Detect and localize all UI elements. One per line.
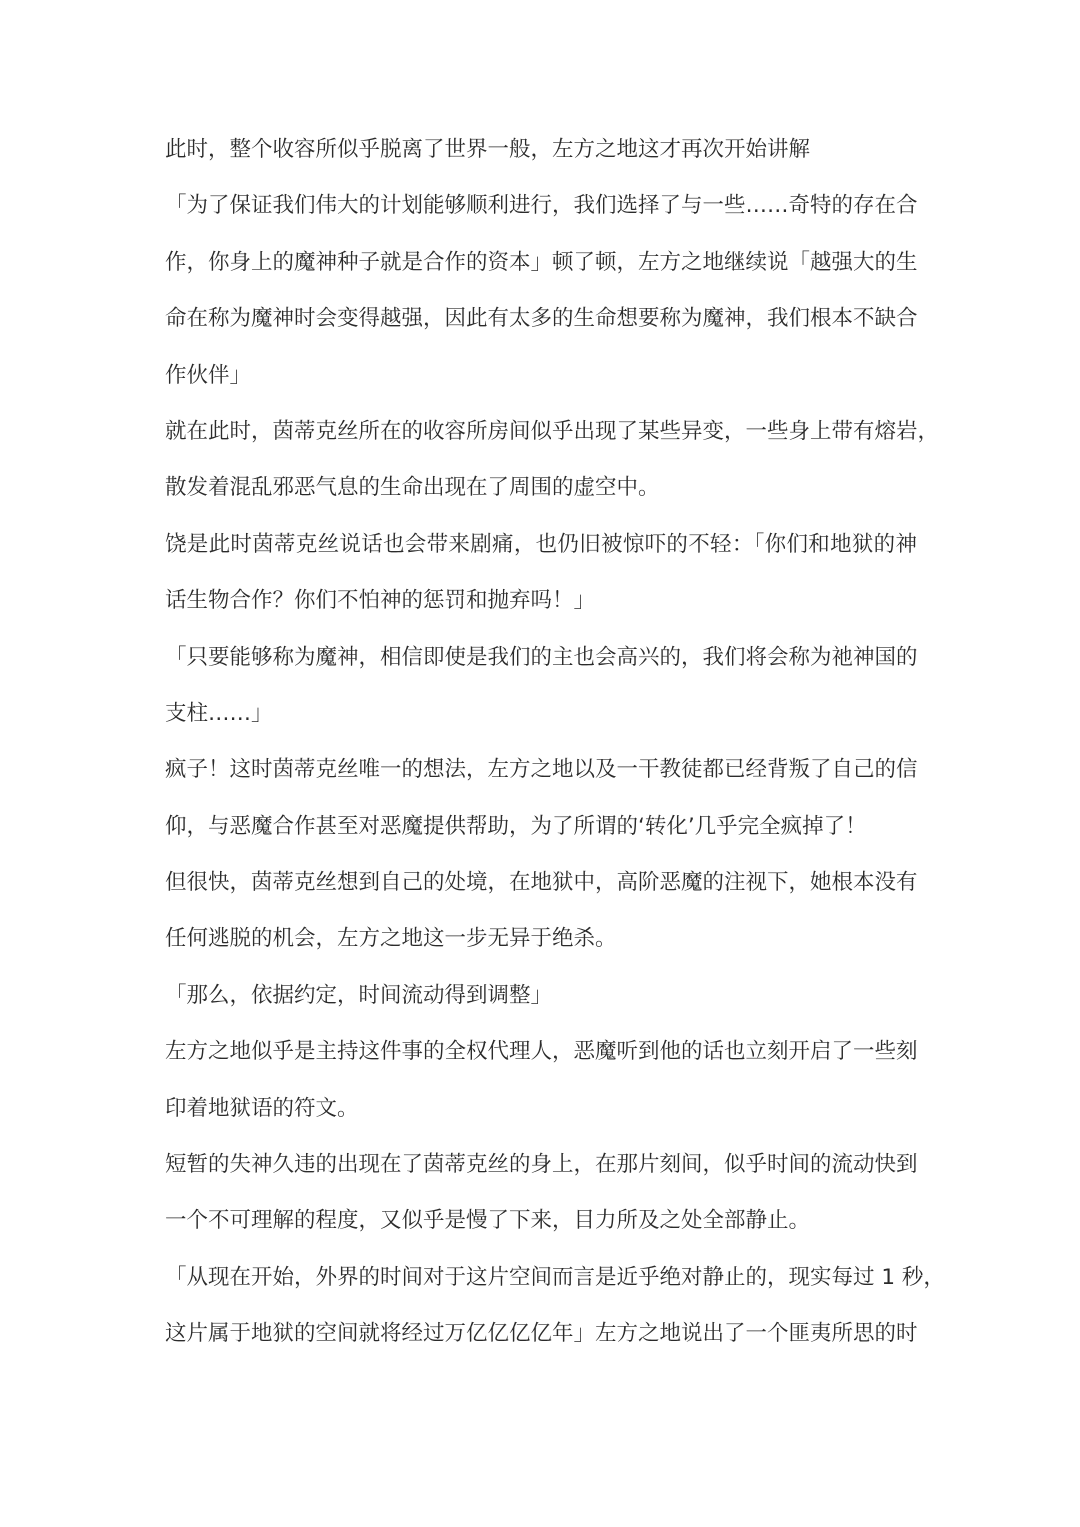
text-line: 此时，整个收容所似乎脱离了世界一般，左方之地这才再次开始讲解 (165, 137, 811, 162)
text-line: 散发着混乱邪恶气息的生命出现在了周围的虚空中。 (165, 475, 660, 501)
text-line: 印着地狱语的符文。 (165, 1095, 359, 1121)
text-line: 短暂的失神久违的出现在了茵蒂克丝的身上，在那片刻间，似乎时间的流动快到 (165, 1152, 918, 1178)
text-line: 「从现在开始，外界的时间对于这片空间而言是近乎绝对静止的，现实每过 1 秒， (165, 1264, 945, 1290)
text-line: 话生物合作？你们不怕神的惩罚和抛弃吗！」 (165, 588, 596, 614)
text-line: 左方之地似乎是主持这件事的全权代理人，恶魔听到他的话也立刻开启了一些刻 (165, 1039, 918, 1065)
text-line: 作伙伴」 (165, 362, 252, 388)
text-line: 作，你身上的魔神种子就是合作的资本」顿了顿，左方之地继续说「越强大的生 (165, 249, 918, 275)
text-line: 仰，与恶魔合作甚至对恶魔提供帮助，为了所谓的‘转化’几乎完全疯掉了！ (165, 813, 867, 839)
text-line: 命在称为魔神时会变得越强，因此有太多的生命想要称为魔神，我们根本不缺合 (165, 306, 918, 332)
text-line: 疯子！这时茵蒂克丝唯一的想法，左方之地以及一干教徒都已经背叛了自己的信 (165, 757, 918, 783)
text-line: 支柱……」 (165, 700, 273, 726)
text-line: 就在此时，茵蒂克丝所在的收容所房间似乎出现了某些异变，一些身上带有熔岩， (165, 418, 940, 444)
text-line: 「只要能够称为魔神，相信即使是我们的主也会高兴的，我们将会称为祂神国的 (165, 644, 918, 670)
text-line: 饶是此时茵蒂克丝说话也会带来剧痛，也仍旧被惊吓的不轻：「你们和地狱的神 (165, 531, 917, 557)
text-line: 「为了保证我们伟大的计划能够顺利进行，我们选择了与一些……奇特的存在合 (165, 193, 918, 219)
text-line: 任何逃脱的机会，左方之地这一步无异于绝杀。 (165, 926, 617, 952)
text-line: 「那么，依据约定，时间流动得到调整」 (165, 982, 553, 1008)
text-line: 这片属于地狱的空间就将经过万亿亿亿亿年」左方之地说出了一个匪夷所思的时 (165, 1321, 918, 1347)
document-body (165, 122, 945, 1363)
text-line: 但很快，茵蒂克丝想到自己的处境，在地狱中，高阶恶魔的注视下，她根本没有 (165, 870, 918, 896)
text-line: 一个不可理解的程度，又似乎是慢了下来，目力所及之处全部静止。 (165, 1208, 811, 1234)
